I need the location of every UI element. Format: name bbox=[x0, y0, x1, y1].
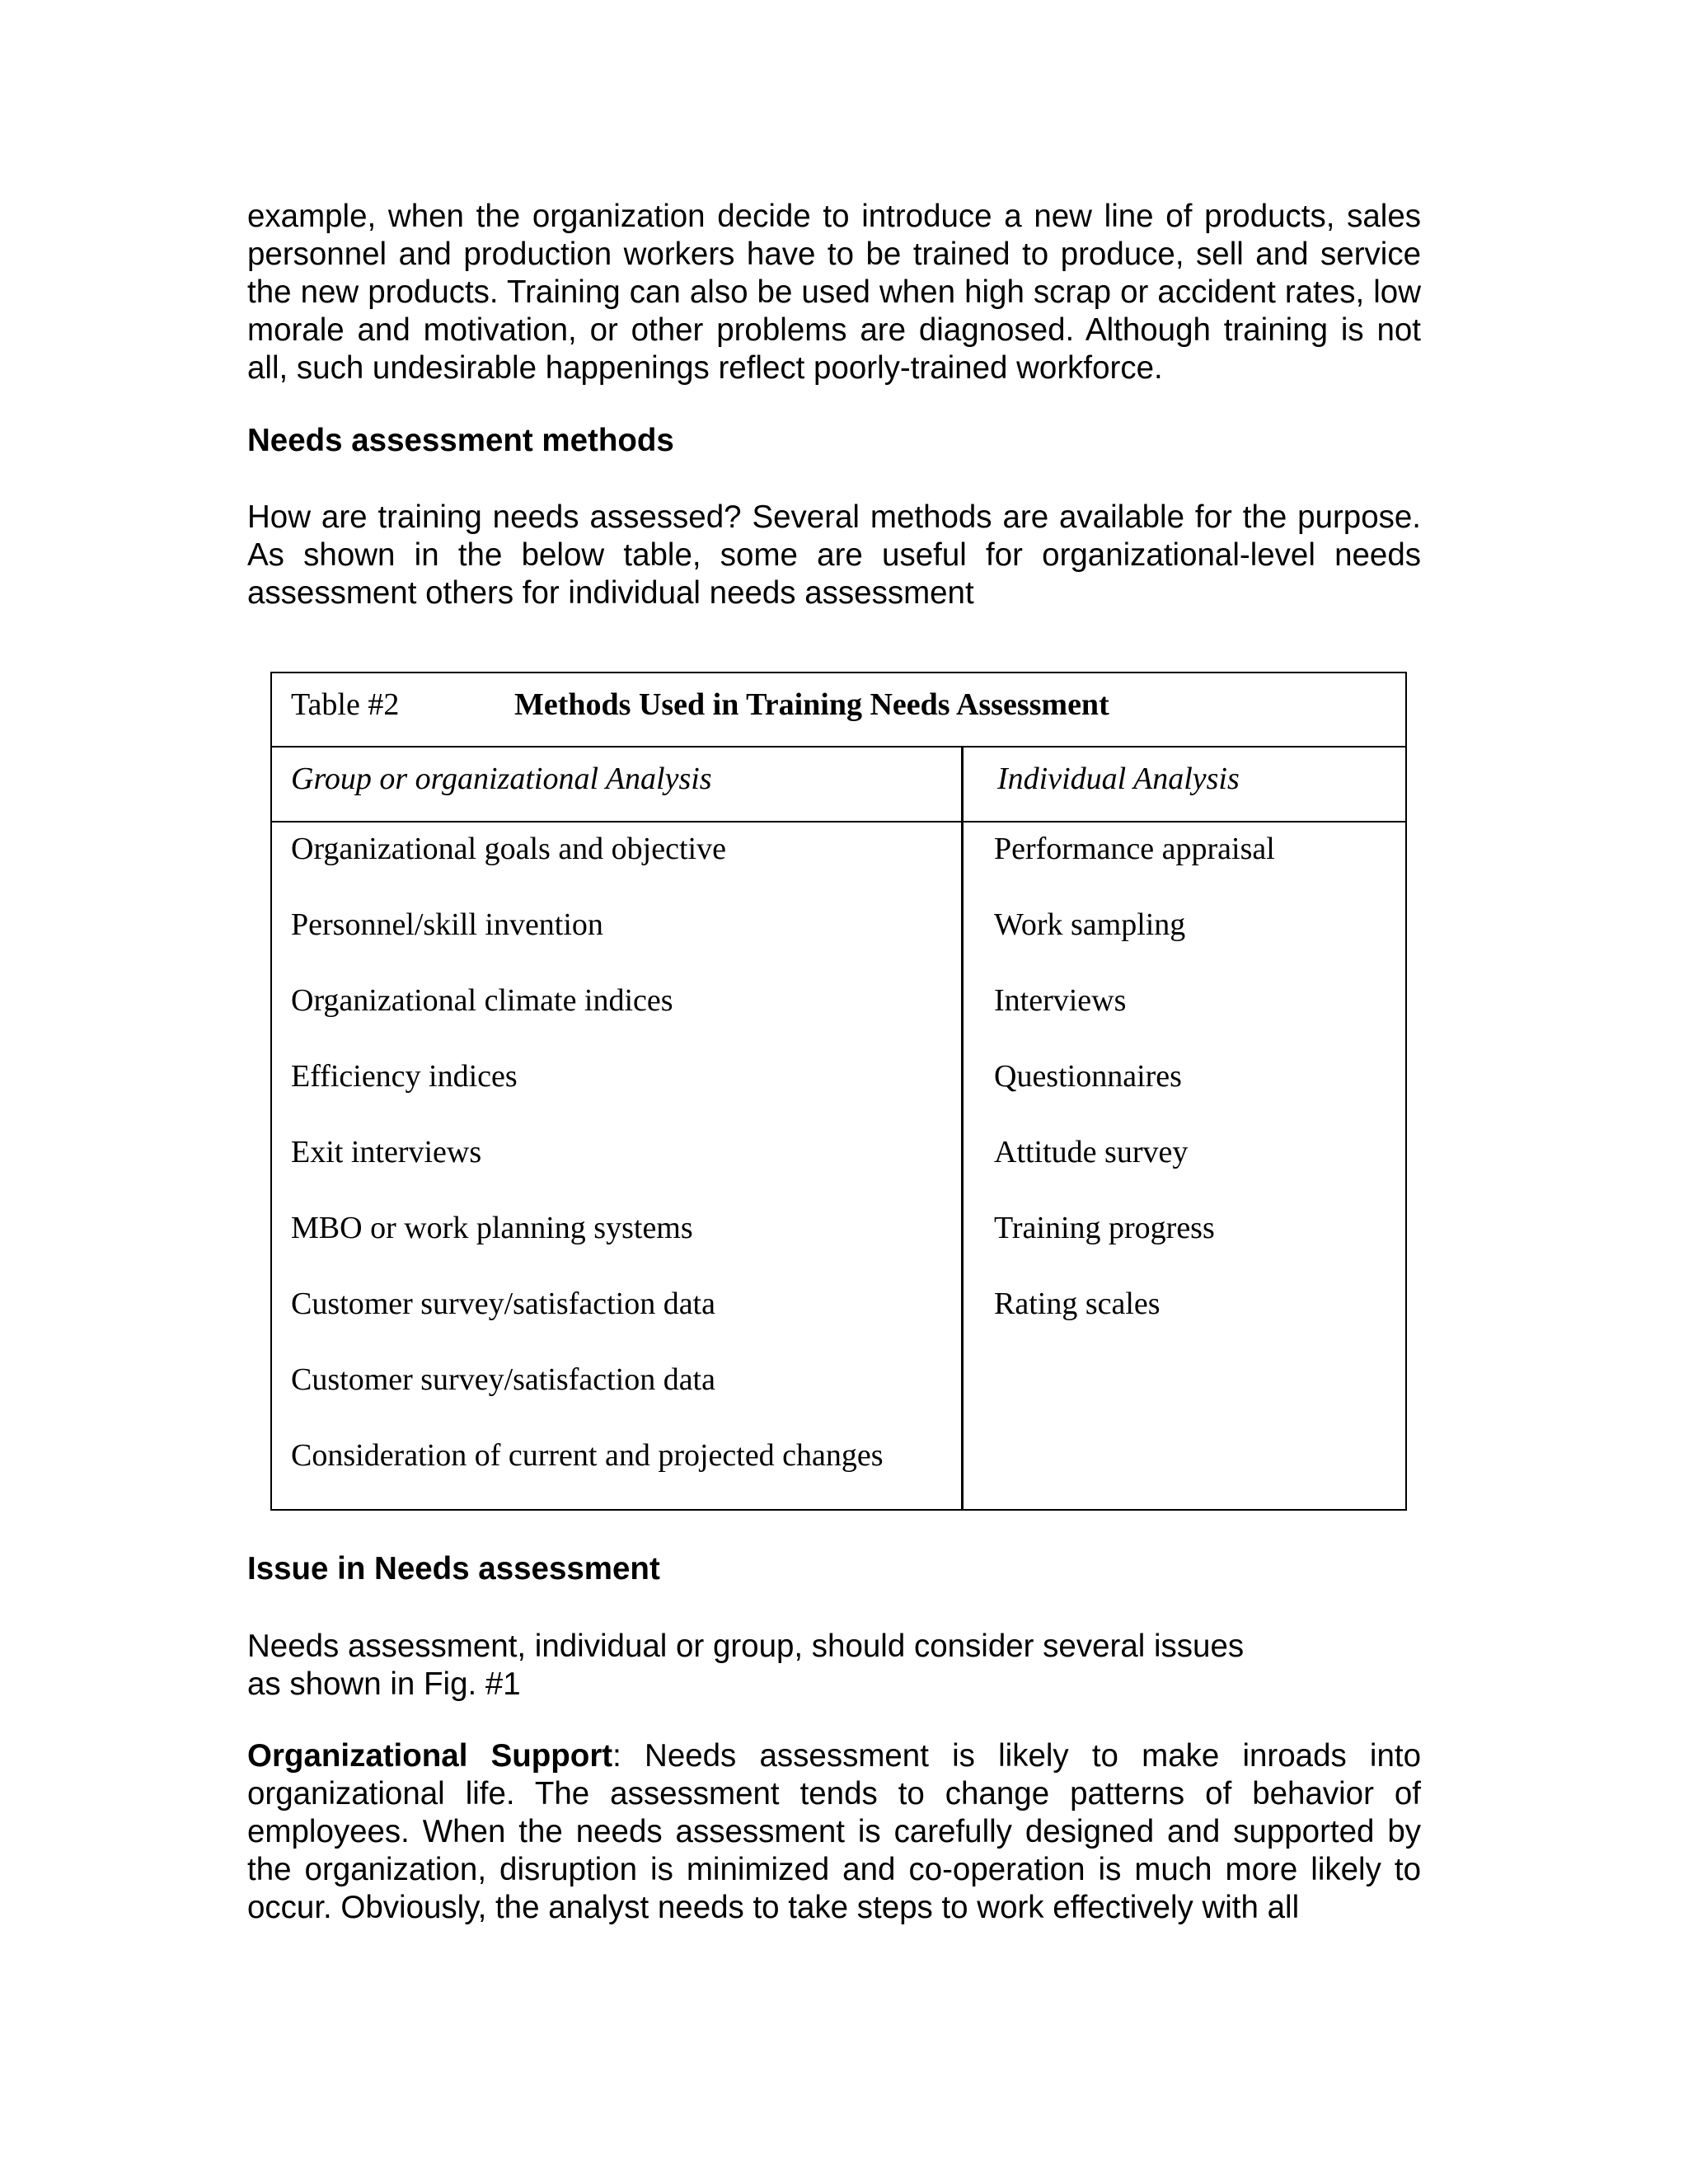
list-item: Efficiency indices bbox=[291, 1059, 518, 1094]
support-paragraph bbox=[247, 1737, 1421, 1927]
list-item: Exit interviews bbox=[291, 1135, 482, 1169]
list-item: Performance appraisal bbox=[994, 832, 1275, 866]
table-header-row bbox=[272, 748, 1405, 823]
list-item: Customer survey/satisfaction data bbox=[291, 1362, 715, 1397]
column-header-individual: Individual Analysis bbox=[997, 762, 1240, 796]
issue-paragraph-line2: as shown in Fig. #1 bbox=[247, 1666, 521, 1702]
group-analysis-list bbox=[291, 824, 884, 1507]
list-item: Consideration of current and projected changes bbox=[291, 1438, 884, 1473]
list-item: Training progress bbox=[994, 1211, 1215, 1245]
list-item: Organizational climate indices bbox=[291, 983, 673, 1018]
issue-heading: Issue in Needs assessment bbox=[247, 1551, 660, 1586]
methods-table bbox=[270, 672, 1407, 1511]
list-item: Attitude survey bbox=[994, 1135, 1189, 1169]
methods-paragraph: How are training needs assessed? Several methods are available for the purpose. As shown in the below table, some are useful for organizational-level needs assessment others for individual needs assessment bbox=[247, 499, 1421, 611]
issue-paragraph-line1: Needs assessment, individual or group, should consider several issues bbox=[247, 1629, 1245, 1664]
column-divider bbox=[961, 748, 964, 1510]
list-item: Rating scales bbox=[994, 1286, 1160, 1321]
issue-paragraph bbox=[247, 1628, 1319, 1704]
column-header-group: Group or organizational Analysis bbox=[291, 762, 712, 796]
support-text: : Needs assessment is likely to make inroads into organizational life. The assessment tends to change patterns of behavior of employees. When the needs assessment is carefully designed and supported by the organization, disruption is minimized and co-operation is much more likely to occur. Obviously, the analyst needs to take steps to work effectively with all bbox=[247, 1738, 1421, 1925]
list-item: Organizational goals and objective bbox=[291, 832, 726, 866]
list-item: Interviews bbox=[994, 983, 1127, 1018]
individual-analysis-list bbox=[994, 824, 1275, 1355]
table-title-row bbox=[272, 673, 1405, 748]
table-label: Table #2 bbox=[291, 687, 400, 722]
list-item: Customer survey/satisfaction data bbox=[291, 1286, 715, 1321]
list-item: Questionnaires bbox=[994, 1059, 1182, 1094]
list-item: Personnel/skill invention bbox=[291, 907, 603, 942]
methods-heading: Needs assessment methods bbox=[247, 423, 674, 458]
list-item: Work sampling bbox=[994, 907, 1186, 942]
table-title: Methods Used in Training Needs Assessment bbox=[514, 687, 1109, 722]
list-item: MBO or work planning systems bbox=[291, 1211, 693, 1245]
support-term: Organizational Support bbox=[247, 1738, 613, 1774]
intro-paragraph: example, when the organization decide to introduce a new line of products, sales personnel and production workers have to be trained to produce, sell and service the new products. Training can also be used when high scrap or accident rates, low morale and motivation, or other problems are diagnosed. Although training is not all, such undesirable happenings reflect poorly-trained workforce. bbox=[247, 199, 1421, 386]
